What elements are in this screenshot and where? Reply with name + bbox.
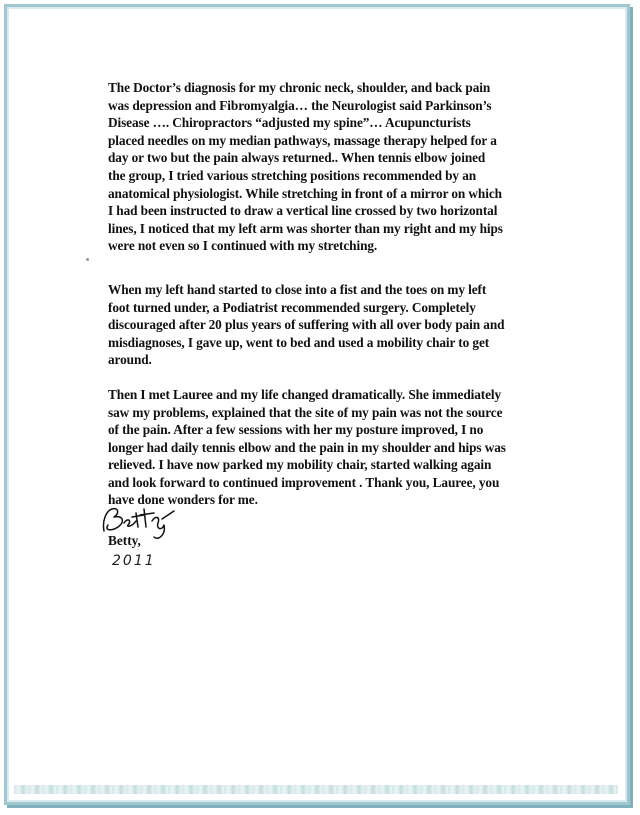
letter-body [108, 79, 536, 509]
signature-block [98, 501, 218, 587]
paragraph-diagnosis: The Doctor’s diagnosis for my chronic neck, shoulder, and back pain was depression and Fibromyalgia… the Neurologist said Parkinson’s Disease …. Chiropractors “adjusted my spine”… Acupuncturists placed needles on my median pathways, massage therapy helped for a day or two but the pain always returned.. When tennis elbow joined the group, I tried various stretching positions recommended by an anatomical physiologist. While stretching in front of a mirror on which I had been instructed to draw a vertical line crossed by two horizontal lines, I noticed that my left arm was shorter than my right and my hips were not even so I continued with my stretching. [108, 80, 503, 254]
signature-name: Betty, [108, 533, 141, 548]
paragraph-surgery: When my left hand started to close into a fist and the toes on my left foot turned under, a Podiatrist recommended surgery. Completely discouraged after 20 plus years of suffering with all over body pain and misdiagnoses, I gave up, went to bed and used a mobility chair to get around. [108, 281, 505, 368]
scan-speck [86, 258, 89, 261]
signature-year: 2011 [112, 553, 156, 569]
scan-edge-artifact [14, 785, 618, 794]
paragraph-lauree: Then I met Lauree and my life changed dramatically. She immediately saw my problems, explained that the site of my pain was not the source of the pain. After a few sessions with her my posture improved, I no longer had daily tennis elbow and the pain in my shoulder and hips was relieved. I have now parked my mobility chair, started walking again and look forward to continued improvement . Thank you, Lauree, you have done wonders for me. [108, 386, 506, 508]
